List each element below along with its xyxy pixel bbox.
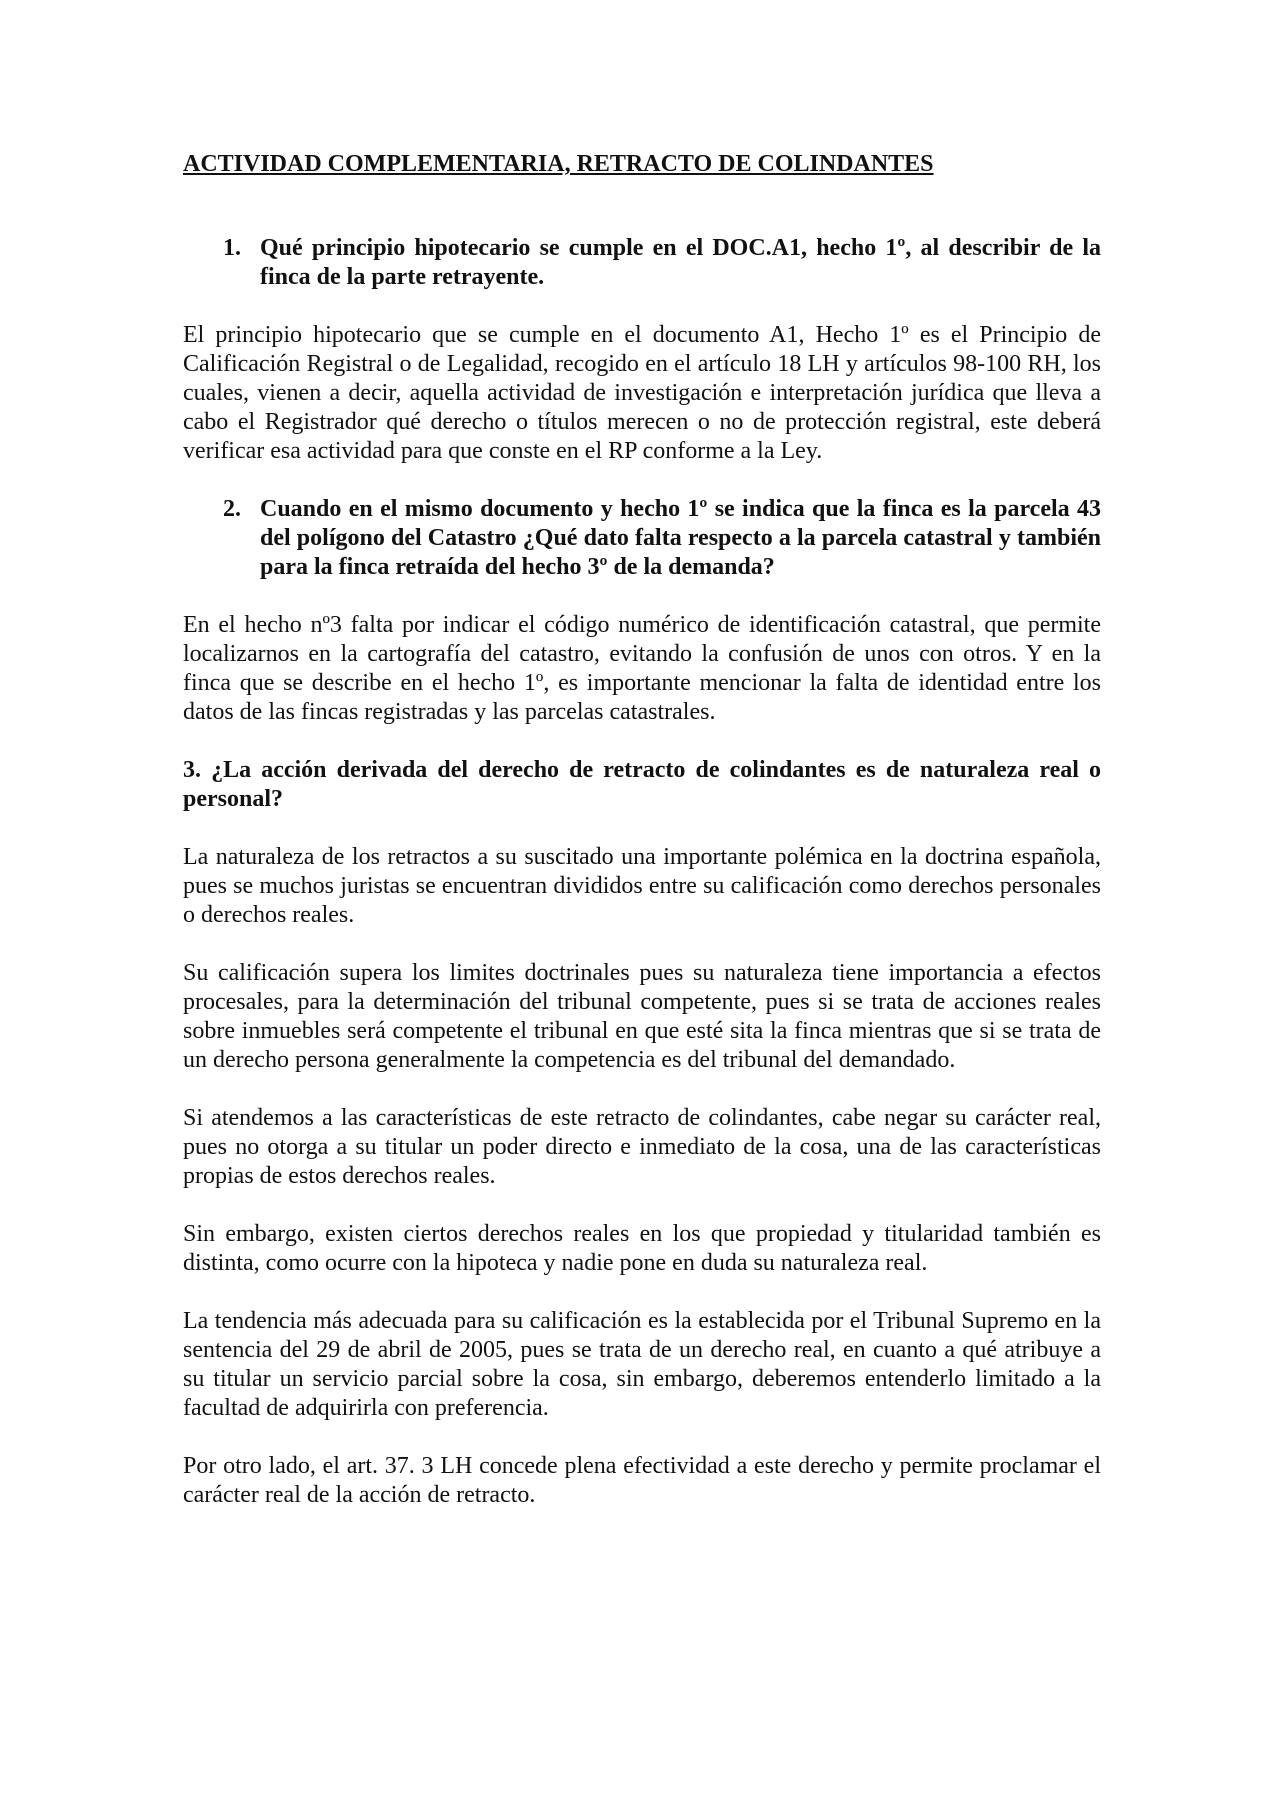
answer-3-paragraph-2: Su calificación supera los limites doctrinales pues su naturaleza tiene importancia a efectos procesales, para la determinación del tribunal competente, pues si se trata de acciones reales sobre inmuebles será competente el tribunal en que esté sita la finca mientras que si se trata de un derecho persona generalmente la competencia es del tribunal del demandado. [183,960,1101,1073]
question-1 [183,234,1101,292]
question-3: 3. ¿La acción derivada del derecho de retracto de colindantes es de naturaleza real o personal? [183,757,1101,812]
question-2 [183,495,1101,582]
document-page [183,150,1101,1539]
question-1-number: 1. [223,235,241,261]
answer-2-paragraph: En el hecho nº3 falta por indicar el código numérico de identificación catastral, que permite localizarnos en la cartografía del catastro, evitando la confusión de unos con otros. Y en la finca que se describe en el hecho 1º, es importante mencionar la falta de identidad entre los datos de las fincas registradas y las parcelas catastrales. [183,612,1101,725]
answer-3-paragraph-6: Por otro lado, el art. 37. 3 LH concede plena efectividad a este derecho y permite proclamar el carácter real de la acción de retracto. [183,1453,1101,1508]
question-1-text: Qué principio hipotecario se cumple en el DOC.A1, hecho 1º, al describir de la finca de la parte retrayente. [260,235,1101,290]
answer-3-paragraph-5: La tendencia más adecuada para su calificación es la establecida por el Tribunal Supremo en la sentencia del 29 de abril de 2005, pues se trata de un derecho real, en cuanto a qué atribuye a su titular un servicio parcial sobre la cosa, sin embargo, deberemos entenderlo limitado a la facultad de adquirirla con preferencia. [183,1308,1101,1421]
question-2-number: 2. [223,496,241,522]
answer-3-paragraph-4: Sin embargo, existen ciertos derechos reales en los que propiedad y titularidad también es distinta, como ocurre con la hipoteca y nadie pone en duda su naturaleza real. [183,1221,1101,1276]
answer-1-paragraph: El principio hipotecario que se cumple en el documento A1, Hecho 1º es el Principio de Calificación Registral o de Legalidad, recogido en el artículo 18 LH y artículos 98-100 RH, los cuales, vienen a decir, aquella actividad de investigación e interpretación jurídica que lleva a cabo el Registrador qué derecho o títulos merecen o no de protección registral, este deberá verificar esa actividad para que conste en el RP conforme a la Ley. [183,322,1101,464]
answer-3-paragraph-1: La naturaleza de los retractos a su suscitado una importante polémica en la doctrina española, pues se muchos juristas se encuentran divididos entre su calificación como derechos personales o derechos reales. [183,844,1101,928]
answer-3-paragraph-3: Si atendemos a las características de este retracto de colindantes, cabe negar su carácter real, pues no otorga a su titular un poder directo e inmediato de la cosa, una de las características propias de estos derechos reales. [183,1105,1101,1189]
question-2-text: Cuando en el mismo documento y hecho 1º se indica que la finca es la parcela 43 del polígono del Catastro ¿Qué dato falta respecto a la parcela catastral y también para la finca retraída del hecho 3º de la demanda? [260,496,1101,580]
document-title: ACTIVIDAD COMPLEMENTARIA, RETRACTO DE COLINDANTES [183,151,934,177]
